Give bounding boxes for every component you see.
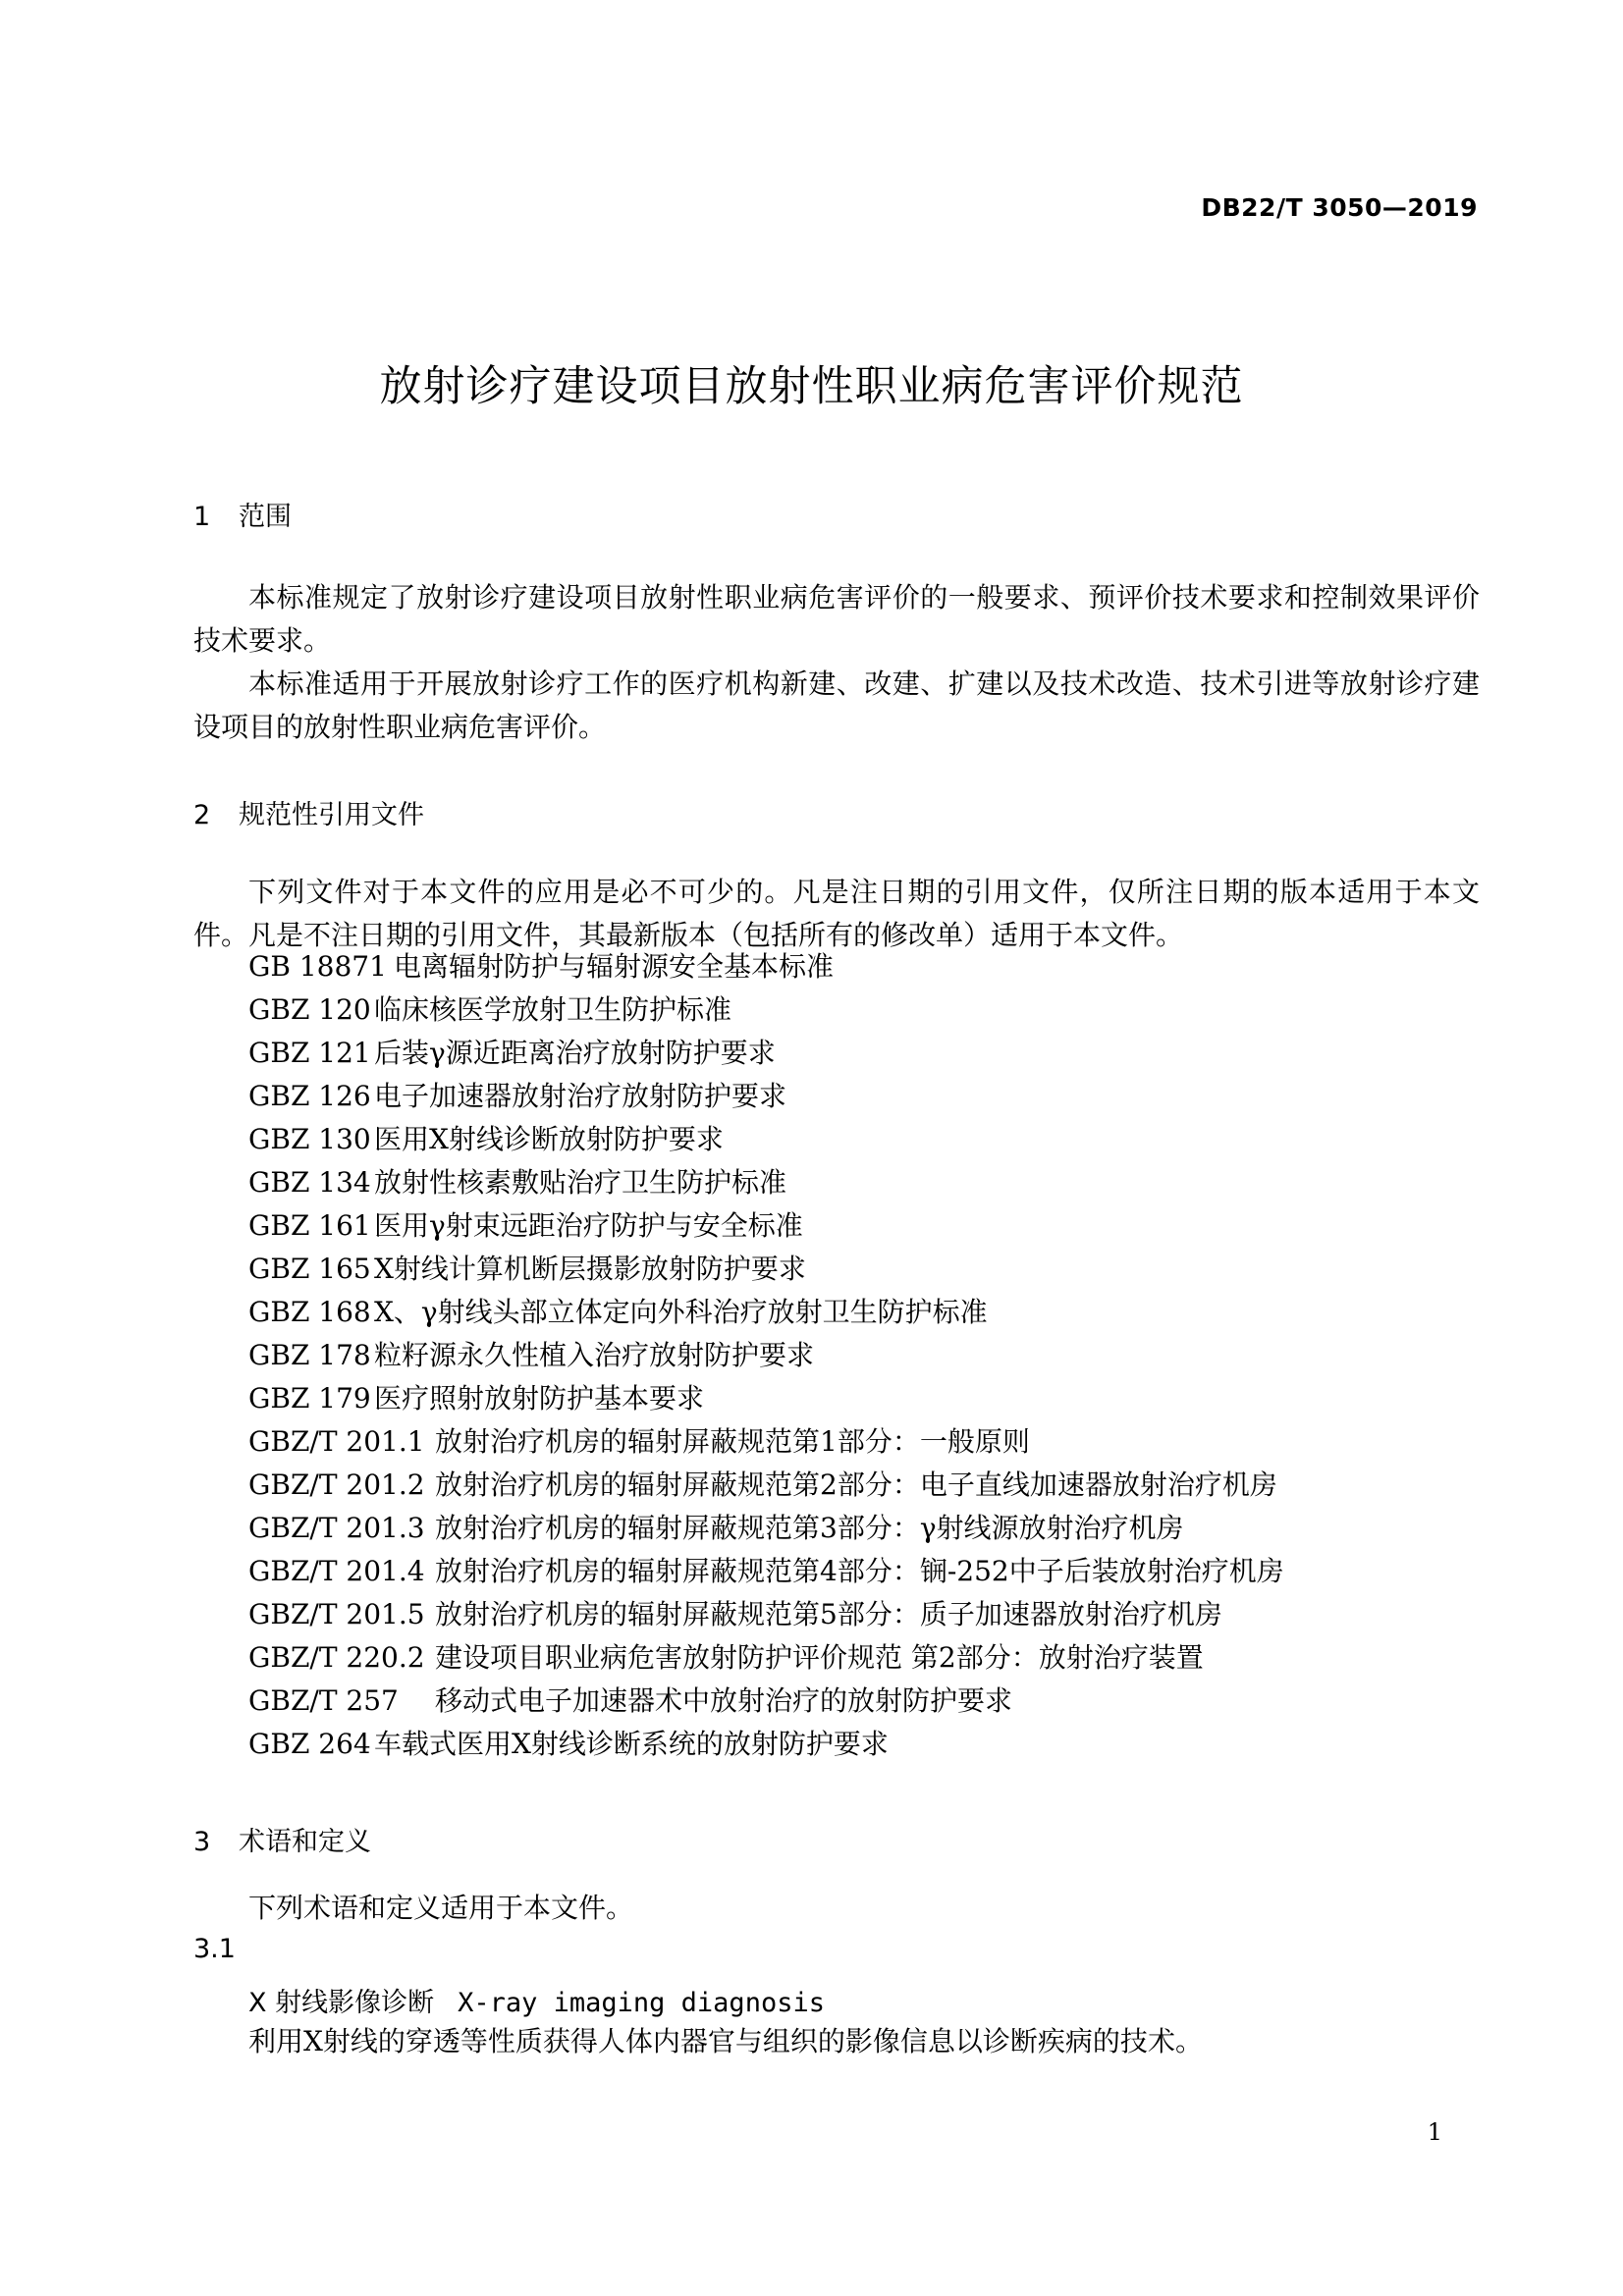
list-item [248,1593,1284,1636]
section-heading-scope [193,495,292,533]
term-english: X-ray imaging diagnosis [458,1988,825,2018]
scope-paragraph-2: 本标准适用于开展放射诊疗工作的医疗机构新建、改建、扩建以及技术改造、技术引进等放射诊疗建设项目的放射性职业病危害评价。 [193,667,1480,743]
list-item [248,945,1284,988]
refs-intro-paragraph: 下列文件对于本文件的应用是必不可少的。凡是注日期的引用文件，仅所注日期的版本适用于本文件。凡是不注日期的引用文件，其最新版本（包括所有的修改单）适用于本文件。 [193,876,1480,951]
document-title: 放射诊疗建设项目放射性职业病危害评价规范 [379,362,1244,411]
reference-title: 移动式电子加速器术中放射治疗的放射防护要求 [435,1684,1013,1717]
reference-code: GBZ 120 [248,993,371,1026]
reference-title: 医用γ射束远距治疗防护与安全标准 [374,1209,803,1242]
list-item [248,988,1284,1032]
reference-title: 放射治疗机房的辐射屏蔽规范第3部分：γ射线源放射治疗机房 [435,1512,1184,1544]
reference-title: 放射治疗机房的辐射屏蔽规范第5部分：质子加速器放射治疗机房 [435,1598,1222,1630]
reference-title: 粒籽源永久性植入治疗放射防护要求 [374,1339,815,1371]
list-item [248,1680,1284,1723]
list-item [248,1204,1284,1248]
list-item [248,1420,1284,1464]
reference-code: GBZ/T 201.5 [248,1598,425,1630]
section-heading-refs [193,793,424,831]
reference-code: GBZ 126 [248,1080,371,1112]
reference-code: GBZ/T 201.1 [248,1425,425,1458]
scope-paragraph-1: 本标准规定了放射诊疗建设项目放射性职业病危害评价的一般要求、预评价技术要求和控制效果评价技术要求。 [193,581,1480,657]
reference-title: 放射治疗机房的辐射屏蔽规范第1部分：一般原则 [435,1425,1030,1458]
reference-list [248,945,1284,1766]
standard-number: DB22/T 3050—2019 [1201,193,1478,222]
list-item [248,1550,1284,1593]
reference-title: X、γ射线头部立体定向外科治疗放射卫生防护标准 [374,1296,988,1328]
reference-title: 放射治疗机房的辐射屏蔽规范第4部分：锎-252中子后装放射治疗机房 [435,1555,1284,1587]
reference-title: 车载式医用X射线诊断系统的放射防护要求 [374,1728,889,1760]
reference-title: 放射治疗机房的辐射屏蔽规范第2部分：电子直线加速器放射治疗机房 [435,1468,1277,1501]
reference-title: 医用X射线诊断放射防护要求 [374,1123,724,1155]
section-title: 术语和定义 [239,1827,371,1857]
section-number: 1 [193,502,211,532]
reference-code: GBZ 161 [248,1209,371,1242]
section-number: 3 [193,1827,211,1857]
reference-title: 后装γ源近距离治疗放射防护要求 [374,1037,776,1069]
reference-code: GBZ 264 [248,1728,371,1760]
reference-title: 临床核医学放射卫生防护标准 [374,993,732,1026]
list-item [248,1464,1284,1507]
list-item [248,1161,1284,1204]
list-item [248,1032,1284,1075]
reference-title: 电子加速器放射治疗放射防护要求 [374,1080,787,1112]
list-item [248,1334,1284,1377]
reference-code: GB 18871 [248,950,387,983]
list-item [248,1291,1284,1334]
reference-code: GBZ 179 [248,1382,371,1415]
list-item [248,1377,1284,1420]
term-chinese: X 射线影像诊断 [248,1988,435,2018]
list-item [248,1075,1284,1118]
term-definition: 利用X射线的穿透等性质获得人体内器官与组织的影像信息以诊断疾病的技术。 [248,2025,1203,2057]
reference-title: 建设项目职业病危害放射防护评价规范 第2部分：放射治疗装置 [435,1641,1204,1674]
page-number: 1 [1427,2118,1442,2146]
reference-title: X射线计算机断层摄影放射防护要求 [374,1253,806,1285]
reference-code: GBZ/T 201.4 [248,1555,425,1587]
terms-intro: 下列术语和定义适用于本文件。 [248,1892,634,1924]
term-number: 3.1 [193,1934,236,1964]
list-item [248,1248,1284,1291]
reference-title: 医疗照射放射防护基本要求 [374,1382,705,1415]
reference-code: GBZ 165 [248,1253,371,1285]
section-heading-terms [193,1820,371,1858]
reference-code: GBZ 168 [248,1296,371,1328]
section-number: 2 [193,800,211,830]
reference-title: 放射性核素敷贴治疗卫生防护标准 [374,1166,787,1199]
list-item [248,1118,1284,1161]
list-item [248,1507,1284,1550]
section-title: 范围 [239,502,292,532]
reference-code: GBZ 130 [248,1123,371,1155]
reference-code: GBZ/T 257 [248,1684,399,1717]
reference-code: GBZ 134 [248,1166,371,1199]
reference-code: GBZ/T 201.2 [248,1468,425,1501]
term-entry [248,1981,825,2019]
reference-code: GBZ/T 201.3 [248,1512,425,1544]
reference-code: GBZ 121 [248,1037,371,1069]
reference-title: 电离辐射防护与辐射源安全基本标准 [394,950,835,983]
reference-code: GBZ 178 [248,1339,371,1371]
reference-code: GBZ/T 220.2 [248,1641,425,1674]
section-title: 规范性引用文件 [239,800,424,830]
list-item [248,1636,1284,1680]
list-item [248,1723,1284,1766]
